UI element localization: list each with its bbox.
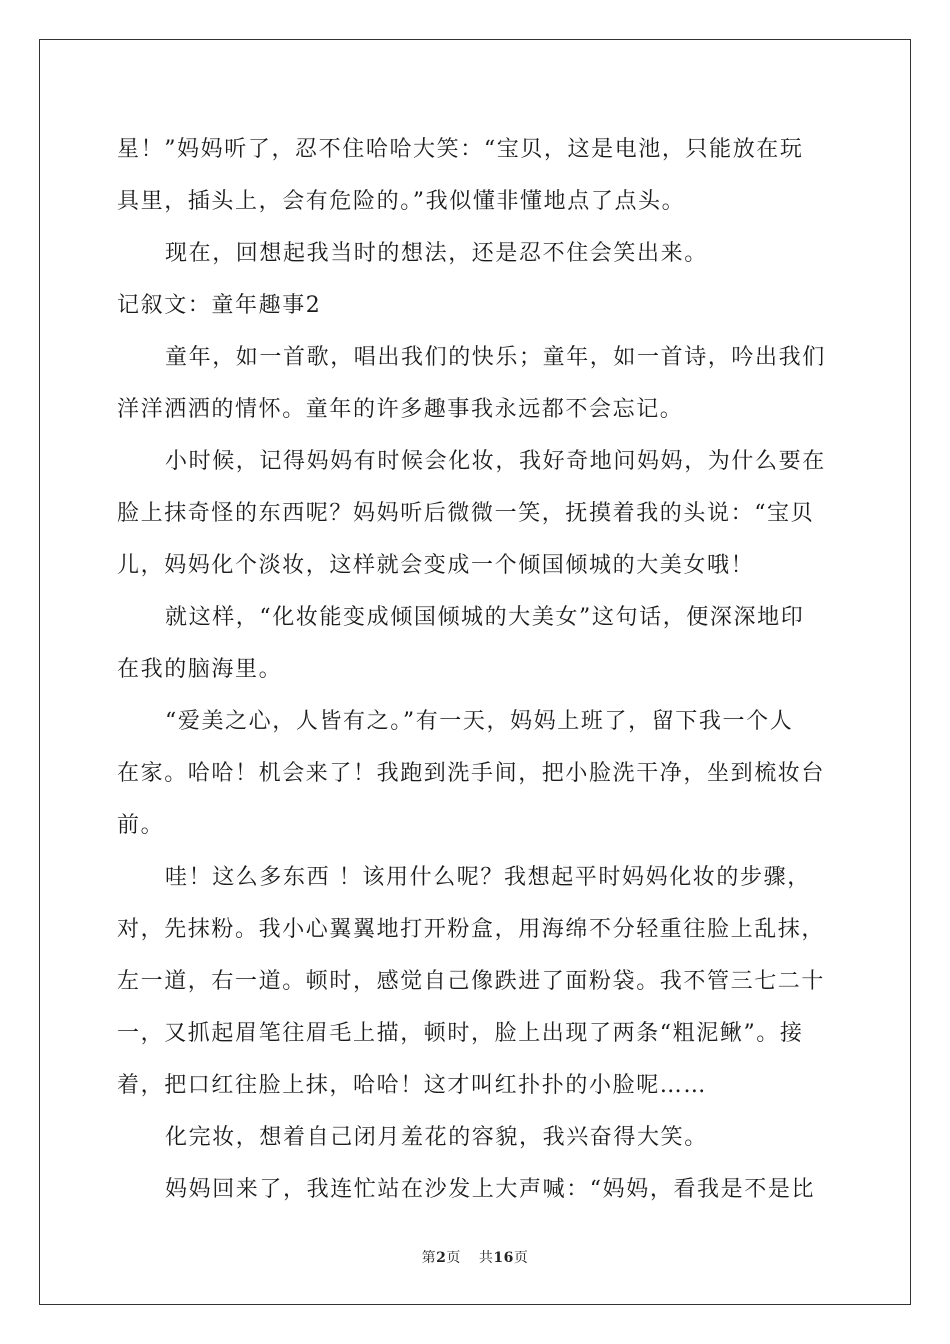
- text-line: 在家。哈哈！机会来了！我跑到洗手间，把小脸洗干净，坐到梳妆台: [117, 761, 826, 786]
- text-line: 星！”妈妈听了，忍不住哈哈大笑：“宝贝，这是电池，只能放在玩: [117, 137, 804, 162]
- text-line: 就这样，“化妆能变成倾国倾城的大美女”这句话，便深深地印: [165, 605, 805, 630]
- text-line: 现在，回想起我当时的想法，还是忍不住会笑出来。: [165, 241, 708, 266]
- text-line: 哇！这么多东西 ！该用什么呢？我想起平时妈妈化妆的步骤，: [165, 865, 811, 890]
- text-line: 妈妈回来了，我连忙站在沙发上大声喊：“妈妈，看我是不是比: [165, 1177, 816, 1202]
- total-suffix: 页: [513, 1250, 529, 1266]
- page-prefix: 第: [421, 1250, 437, 1266]
- text-line: “爱美之心，人皆有之。”有一天，妈妈上班了，留下我一个人: [165, 709, 794, 734]
- text-line: 儿，妈妈化个淡妆，这样就会变成一个倾国倾城的大美女哦！: [117, 553, 755, 578]
- text-line: 在我的脑海里。: [117, 657, 283, 682]
- text-line: 小时候，记得妈妈有时候会化妆，我好奇地问妈妈，为什么要在: [165, 449, 826, 474]
- total-prefix: 共: [478, 1250, 494, 1266]
- page-footer: [0, 1247, 950, 1267]
- text-line: 左一道，右一道。顿时，感觉自己像跌进了面粉袋。我不管三七二十: [117, 969, 826, 994]
- text-line: 具里，插头上，会有危险的。”我似懂非懂地点了点头。: [117, 189, 686, 214]
- total-pages: 16: [493, 1250, 514, 1266]
- text-line: 洋洋洒洒的情怀。童年的许多趣事我永远都不会忘记。: [117, 397, 684, 422]
- text-line: 着，把口红往脸上抹，哈哈！这才叫红扑扑的小脸呢……: [117, 1073, 708, 1098]
- section-heading: 记叙文：童年趣事2: [117, 293, 322, 318]
- page-suffix: 页: [446, 1250, 461, 1266]
- page-number: 2: [436, 1250, 447, 1266]
- document-body: [117, 124, 833, 1216]
- text-line: 化完妆，想着自己闭月羞花的容貌，我兴奋得大笑。: [165, 1125, 708, 1150]
- text-line: 一，又抓起眉笔往眉毛上描，顿时，脸上出现了两条“粗泥鳅”。接: [117, 1021, 804, 1046]
- text-line: 童年，如一首歌，唱出我们的快乐；童年，如一首诗，吟出我们: [165, 345, 826, 370]
- text-line: 脸上抹奇怪的东西呢？妈妈听后微微一笑，抚摸着我的头说：“宝贝: [117, 501, 815, 526]
- text-line: 对，先抹粉。我小心翼翼地打开粉盒，用海绵不分轻重往脸上乱抹，: [117, 917, 826, 942]
- text-line: 前。: [117, 813, 165, 838]
